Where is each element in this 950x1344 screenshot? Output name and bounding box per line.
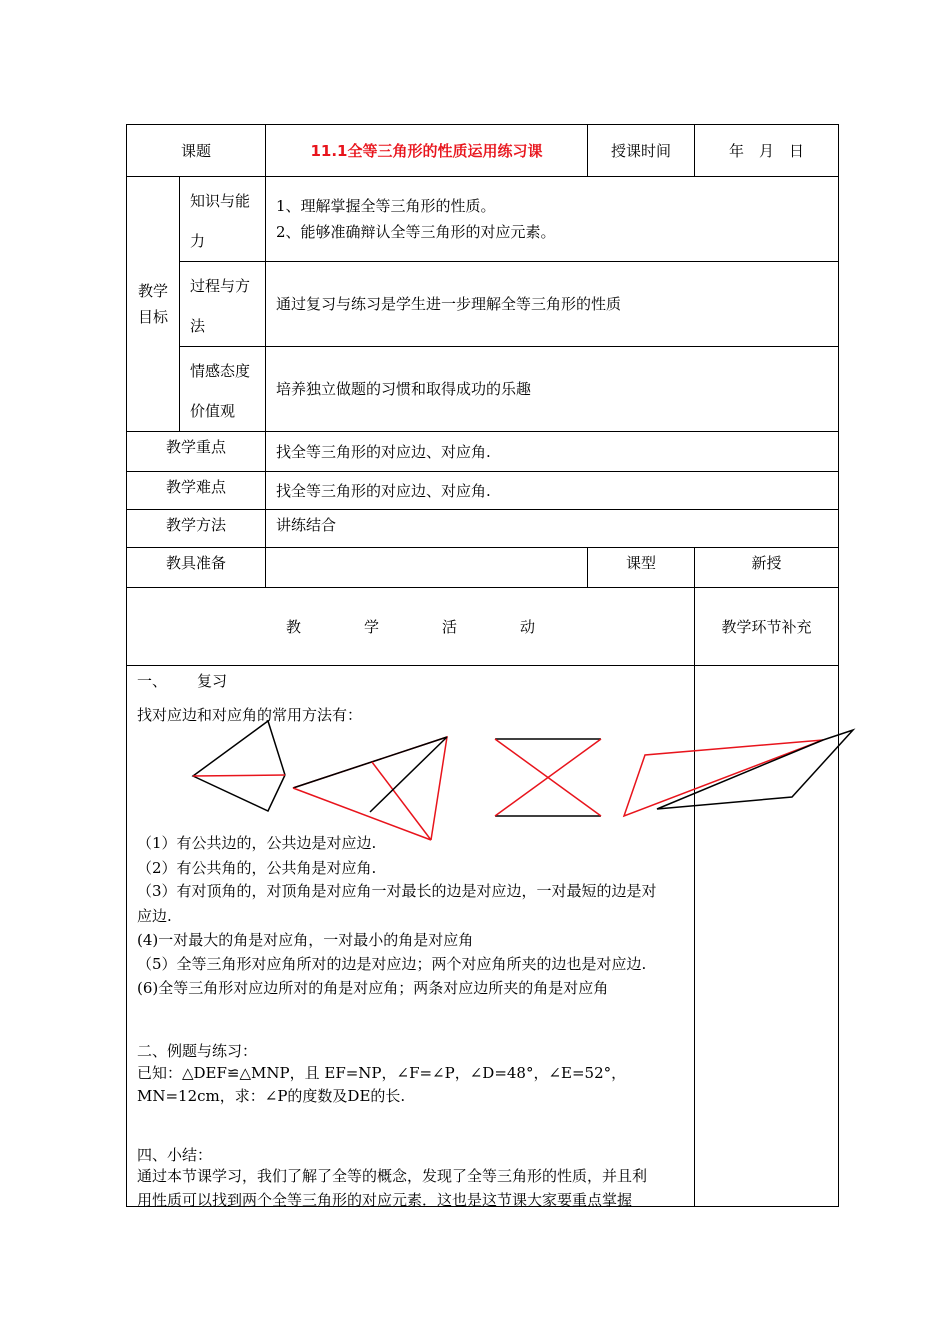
figure-hourglass [495, 739, 601, 816]
emotion-text: 培养独立做题的习惯和取得成功的乐趣 [266, 347, 839, 432]
knowledge-item-1: 1、理解掌握全等三角形的性质。 [276, 197, 496, 215]
review-item-4: (4)一对最大的角是对应角，一对最小的角是对应角 [137, 931, 474, 949]
review-item-2: （2）有公共角的，公共角是对应角. [137, 859, 377, 877]
activity-heading-char-3: 活 [441, 618, 457, 636]
lesson-plan-table [126, 124, 839, 1207]
example-line-2: MN=12cm，求：∠P的度数及DE的长. [137, 1087, 406, 1105]
lesson-type-value: 新授 [695, 548, 839, 588]
topic-label: 课题 [127, 125, 266, 177]
activity-heading-char-1: 教 [285, 618, 301, 636]
example-line-1: 已知：△DEF≌△MNP，且 EF=NP，∠F=∠P，∠D=48°，∠E=52°， [137, 1064, 627, 1082]
difficulty-label: 教学难点 [127, 472, 266, 510]
figure-shared-angle [293, 737, 447, 840]
knowledge-label: 知识与能力 [180, 177, 266, 262]
summary-heading: 四、小结： [137, 1146, 213, 1164]
lesson-title: 11.1全等三角形的性质运用练习课 [266, 125, 588, 177]
summary-line-1: 通过本节课学习，我们了解了全等的概念，发现了全等三角形的性质，并且利 [137, 1167, 648, 1185]
shared-angle-top-side [293, 737, 447, 788]
method-text: 讲练结合 [266, 510, 839, 548]
review-heading-num: 一、 [137, 672, 168, 690]
lesson-type-label: 课型 [588, 548, 695, 588]
kite-shared-side [193, 775, 285, 776]
tools-label: 教具准备 [127, 548, 266, 588]
review-heading-text: 复习 [197, 672, 228, 690]
activity-heading [127, 588, 695, 666]
review-item-1: （1）有公共边的，公共边是对应边. [137, 834, 377, 852]
summary-line-2: 用性质可以找到两个全等三角形的对应元素．这也是这节课大家要重点掌握 [137, 1191, 633, 1209]
figure-kite [193, 721, 285, 811]
knowledge-item-2: 2、能够准确辩认全等三角形的对应元素。 [276, 223, 556, 241]
activity-body [127, 666, 695, 1207]
class-time-label: 授课时间 [588, 125, 695, 177]
supplement-label: 教学环节补充 [695, 588, 839, 666]
review-intro: 找对应边和对应角的常用方法有： [137, 706, 363, 724]
figures-area [127, 666, 727, 846]
activity-heading-char-2: 学 [363, 618, 379, 636]
review-item-3: （3）有对顶角的，对顶角是对应角一对最长的边是对应边，一对最短的边是对 [137, 882, 657, 900]
review-item-6: (6)全等三角形对应边所对的角是对应角；两条对应边所夹的角是对应角 [137, 979, 609, 997]
review-item-3-cont: 应边. [137, 907, 172, 925]
method-label: 教学方法 [127, 510, 266, 548]
tools-content [266, 548, 588, 588]
process-text: 通过复习与练习是学生进一步理解全等三角形的性质 [266, 262, 839, 347]
knowledge-items [266, 177, 839, 262]
key-point-label: 教学重点 [127, 432, 266, 472]
difficulty-text: 找全等三角形的对应边、对应角. [266, 472, 839, 510]
shared-angle-red-sides [293, 737, 447, 840]
goals-label: 教学目标 [127, 177, 180, 432]
example-heading: 二、例题与练习： [137, 1042, 258, 1060]
class-date: 年 月 日 [695, 125, 839, 177]
activity-heading-char-4: 动 [519, 618, 535, 636]
kite-outline [193, 721, 285, 811]
process-label: 过程与方法 [180, 262, 266, 347]
emotion-label: 情感态度价值观 [180, 347, 266, 432]
key-point-text: 找全等三角形的对应边、对应角. [266, 432, 839, 472]
review-item-5: （5）全等三角形对应角所对的边是对应边；两个对应角所夹的边也是对应边. [137, 955, 647, 973]
